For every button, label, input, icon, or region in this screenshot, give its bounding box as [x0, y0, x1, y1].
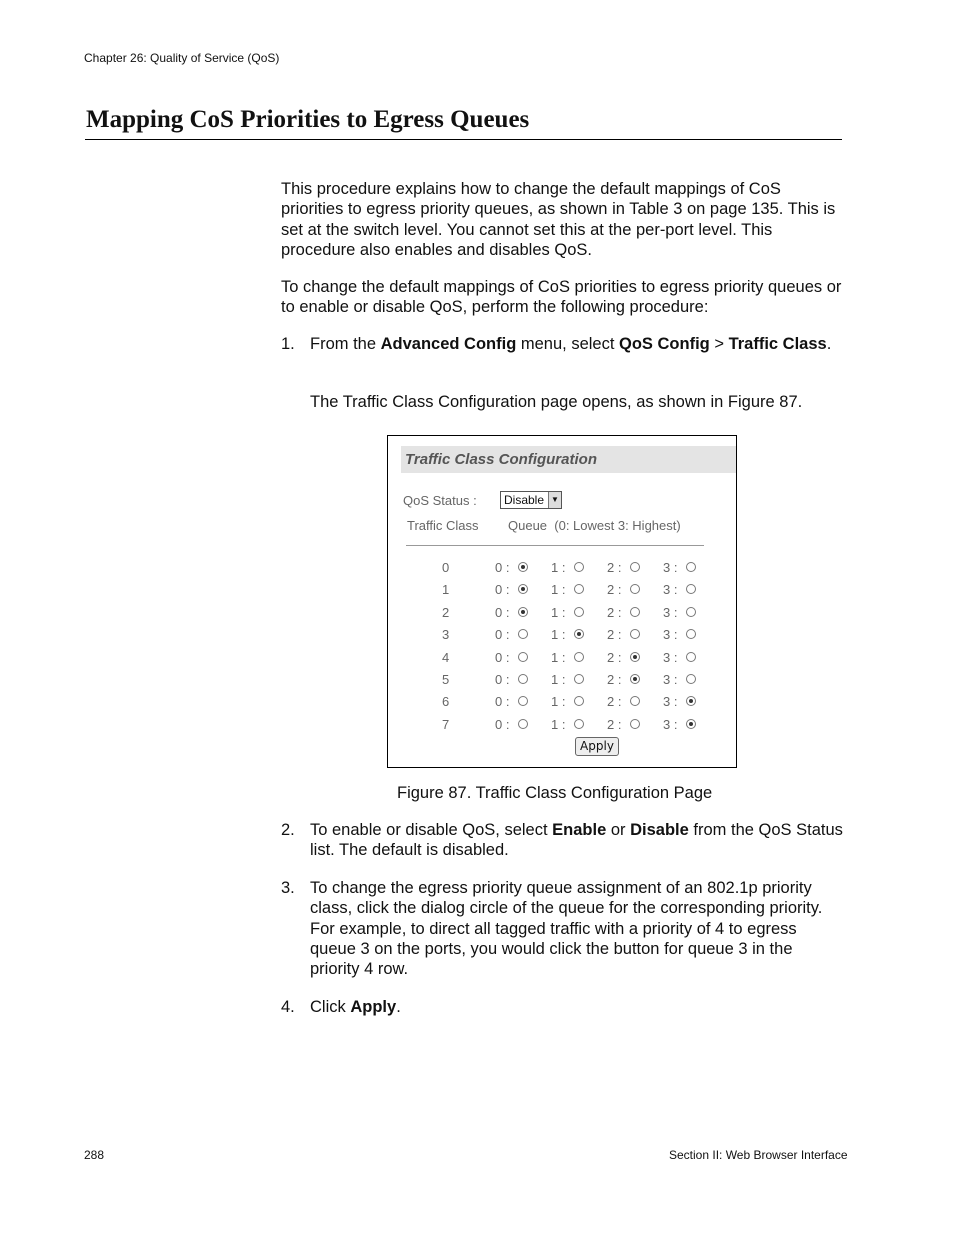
queue-label: 3 : — [663, 560, 678, 575]
queue-radio-1[interactable] — [574, 674, 584, 684]
queue-radio-0[interactable] — [518, 696, 528, 706]
figure-caption: Figure 87. Traffic Class Configuration Page — [397, 784, 713, 802]
queue-label: 1 : — [551, 649, 566, 665]
traffic-class-row — [388, 558, 736, 578]
step-4-number: 4. — [281, 998, 295, 1016]
step-3-number: 3. — [281, 879, 295, 897]
queue-radio-0[interactable] — [518, 674, 528, 684]
queue-radio-1[interactable] — [574, 584, 584, 594]
traffic-class-row — [388, 648, 736, 668]
queue-label: 0 : — [495, 672, 510, 687]
queue-radio-3[interactable] — [686, 607, 696, 617]
queue-radio-0[interactable] — [518, 584, 528, 594]
queue-radio-3[interactable] — [686, 629, 696, 639]
queue-label: 3 : — [663, 716, 678, 732]
traffic-class-number: 7 — [442, 716, 450, 732]
traffic-class-number: 0 — [442, 560, 450, 575]
step-3-text: To change the egress priority queue assignment of an 802.1p priority class, click the dialog circle of the queue for the corresponding priority. For example, to direct all tagged traffic with a priority of 4 to egress queue 3 on the ports, you would click the button for queue 3 in the priority 4 row. — [310, 879, 823, 979]
queue-radio-2[interactable] — [630, 652, 640, 662]
queue-label: 2 : — [607, 604, 622, 620]
queue-label: 2 : — [607, 627, 622, 643]
traffic-class-number: 4 — [442, 649, 450, 665]
queue-radio-0[interactable] — [518, 607, 528, 617]
queue-label: 3 : — [663, 694, 678, 710]
queue-radio-0[interactable] — [518, 652, 528, 662]
queue-label: 3 : — [663, 604, 678, 620]
page-number: 288 — [84, 1148, 105, 1162]
queue-radio-1[interactable] — [574, 629, 584, 639]
chapter-header: Chapter 26: Quality of Service (QoS) — [84, 51, 280, 65]
traffic-class-number: 6 — [442, 694, 450, 710]
queue-radio-1[interactable] — [574, 652, 584, 662]
traffic-class-number: 2 — [442, 604, 450, 620]
queue-radio-1[interactable] — [574, 696, 584, 706]
queue-radio-1[interactable] — [574, 719, 584, 729]
qos-status-select[interactable] — [500, 491, 562, 509]
queue-radio-2[interactable] — [630, 584, 640, 594]
queue-label: 0 : — [495, 694, 510, 710]
queue-label: 1 : — [551, 716, 566, 732]
queue-label: 2 : — [607, 649, 622, 665]
queue-label: 3 : — [663, 627, 678, 643]
figure-title: Traffic Class Configuration — [405, 451, 597, 468]
queue-label: 1 : — [551, 627, 566, 643]
queue-radio-2[interactable] — [630, 607, 640, 617]
queue-radio-0[interactable] — [518, 629, 528, 639]
queue-label: 3 : — [663, 649, 678, 665]
step-2-number: 2. — [281, 821, 295, 839]
queue-radio-2[interactable] — [630, 719, 640, 729]
step-1-number: 1. — [281, 335, 295, 353]
title-divider — [85, 139, 842, 140]
traffic-class-number: 5 — [442, 672, 450, 687]
queue-radio-1[interactable] — [574, 607, 584, 617]
apply-button[interactable]: Apply — [575, 737, 619, 756]
traffic-class-row — [388, 715, 736, 735]
queue-label: 0 : — [495, 582, 510, 598]
traffic-class-column-header: Traffic Class — [407, 518, 479, 533]
queue-radio-3[interactable] — [686, 562, 696, 572]
queue-label: 3 : — [663, 672, 678, 687]
intro-paragraph-1: This procedure explains how to change the default mappings of CoS priorities to egress priority queues, as shown in Table 3 on page 135. This is set at the switch level. You cannot set this at the per-port level. This procedure also enables and disables QoS. — [281, 180, 836, 259]
queue-radio-2[interactable] — [630, 629, 640, 639]
queue-label: 0 : — [495, 649, 510, 665]
traffic-class-row — [388, 670, 736, 690]
traffic-class-number: 1 — [442, 582, 450, 598]
queue-label: 2 : — [607, 672, 622, 687]
queue-label: 1 : — [551, 694, 566, 710]
traffic-class-row — [388, 580, 736, 600]
queue-radio-2[interactable] — [630, 674, 640, 684]
queue-radio-3[interactable] — [686, 584, 696, 594]
step-1-text: From the Advanced Config menu, select QoS Config > Traffic Class. — [310, 335, 832, 353]
queue-label: 2 : — [607, 560, 622, 575]
queue-radio-0[interactable] — [518, 562, 528, 572]
intro-paragraph-2: To change the default mappings of CoS priorities to egress priority queues or to enable or disable QoS, perform the following procedure: — [281, 278, 842, 317]
figure-title-bar — [401, 446, 736, 473]
queue-label: 2 : — [607, 582, 622, 598]
qos-status-label: QoS Status : — [403, 493, 477, 508]
queue-label: 0 : — [495, 716, 510, 732]
step-2-text: To enable or disable QoS, select Enable or Disable from the QoS Status list. The default is disabled. — [310, 821, 843, 860]
queue-radio-0[interactable] — [518, 719, 528, 729]
traffic-class-row — [388, 625, 736, 645]
traffic-class-row — [388, 603, 736, 623]
queue-label: 1 : — [551, 560, 566, 575]
queue-radio-2[interactable] — [630, 562, 640, 572]
queue-radio-3[interactable] — [686, 696, 696, 706]
traffic-class-screenshot — [387, 435, 737, 768]
step-1-note: The Traffic Class Configuration page opens, as shown in Figure 87. — [310, 393, 803, 411]
page-title: Mapping CoS Priorities to Egress Queues — [86, 106, 530, 133]
queue-radio-2[interactable] — [630, 696, 640, 706]
figure-divider — [406, 545, 704, 546]
queue-label: 0 : — [495, 560, 510, 575]
queue-column-header: Queue (0: Lowest 3: Highest) — [508, 518, 681, 533]
qos-status-value: Disable — [504, 493, 545, 507]
chevron-down-icon: ▼ — [548, 492, 561, 508]
queue-label: 0 : — [495, 604, 510, 620]
queue-label: 1 : — [551, 672, 566, 687]
traffic-class-row — [388, 692, 736, 712]
step-4-text: Click Apply. — [310, 998, 401, 1016]
section-footer: Section II: Web Browser Interface — [669, 1148, 848, 1162]
queue-radio-3[interactable] — [686, 652, 696, 662]
queue-label: 2 : — [607, 694, 622, 710]
queue-label: 0 : — [495, 627, 510, 643]
queue-radio-3[interactable] — [686, 719, 696, 729]
queue-radio-3[interactable] — [686, 674, 696, 684]
queue-label: 1 : — [551, 582, 566, 598]
queue-label: 1 : — [551, 604, 566, 620]
queue-radio-1[interactable] — [574, 562, 584, 572]
queue-label: 2 : — [607, 716, 622, 732]
traffic-class-number: 3 — [442, 627, 450, 643]
queue-label: 3 : — [663, 582, 678, 598]
